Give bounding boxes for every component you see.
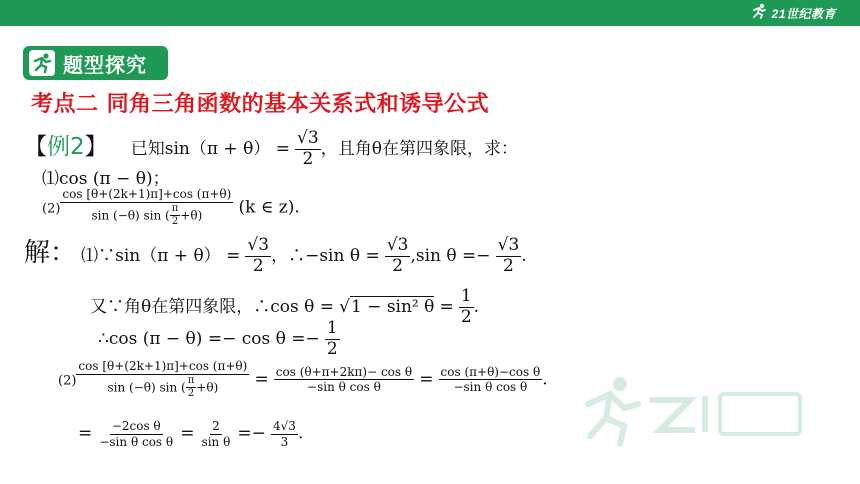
top-bar: [0, 0, 860, 26]
badge-title: 题型探究: [63, 52, 147, 77]
bracket-open: 【: [24, 134, 47, 160]
runner-icon: [750, 3, 768, 23]
solution-line-1: 解： ⑴∵sin（π + θ） = $\frac{√3}{2}$ ，∴−sin θ = $\frac{√3}{2}$ ,sin θ =− $\frac{√3}{2}$ .: [24, 235, 527, 276]
given-fraction: $\frac{√3}{2}$: [297, 128, 319, 169]
solution-line-3: ∴cos (π − θ) =− cos θ =− $\frac{1}{2}$: [98, 318, 338, 359]
brand-logo: [750, 5, 836, 21]
watermark-logo: [580, 370, 810, 454]
runner-icon: [29, 50, 55, 76]
section-badge: [23, 46, 168, 80]
question-2: (2) cos [θ+(2k+1)π]+cos (π+θ) sin (−θ) sin ( $\frac{\pi}{2}$ +θ) (k ∈ z).: [42, 187, 300, 228]
given-suffix: ，且角θ在第四象限，求：: [320, 139, 518, 159]
example-line: [24, 128, 518, 169]
given-prefix: 已知sin（π + θ） =: [130, 139, 290, 159]
solution-line-2: 又∵角θ在第四象限，∴cos θ = √1 − sin² θ = $\frac{1}{2}$ .: [90, 286, 480, 327]
solution-line-5: = $\frac{\text{−2cos θ}}{\text{−sin θ cos θ}}$ = $\frac{2}{\text{sin θ}}$ =− $\frac{4√3}{3}$ .: [78, 419, 304, 449]
example-label: 例2: [47, 134, 85, 160]
topic-heading: 考点二 同角三角函数的基本关系式和诱导公式: [31, 92, 490, 117]
solution-label: 解：: [24, 238, 77, 268]
bracket-close: 】: [84, 134, 108, 160]
solution-line-4: (2) cos [θ+(2k+1)π]+cos (π+θ) sin (−θ) sin ( $\frac{\pi}{2}$ +θ) = $\frac{\text{cos (θ+π+2kπ)− cos θ}}{\text{−sin θ cos θ}}$ = $\frac{\text{cos (π+θ)−cos θ}}{\text{−sin θ cos θ}}$ .: [58, 359, 548, 400]
q2-fraction: cos [θ+(2k+1)π]+cos (π+θ) sin (−θ) sin ( $\frac{\pi}{2}$ +θ): [62, 187, 232, 228]
logo-text: 21世纪教育: [771, 6, 836, 21]
question-1: ⑴cos (π − θ)；: [42, 169, 170, 189]
